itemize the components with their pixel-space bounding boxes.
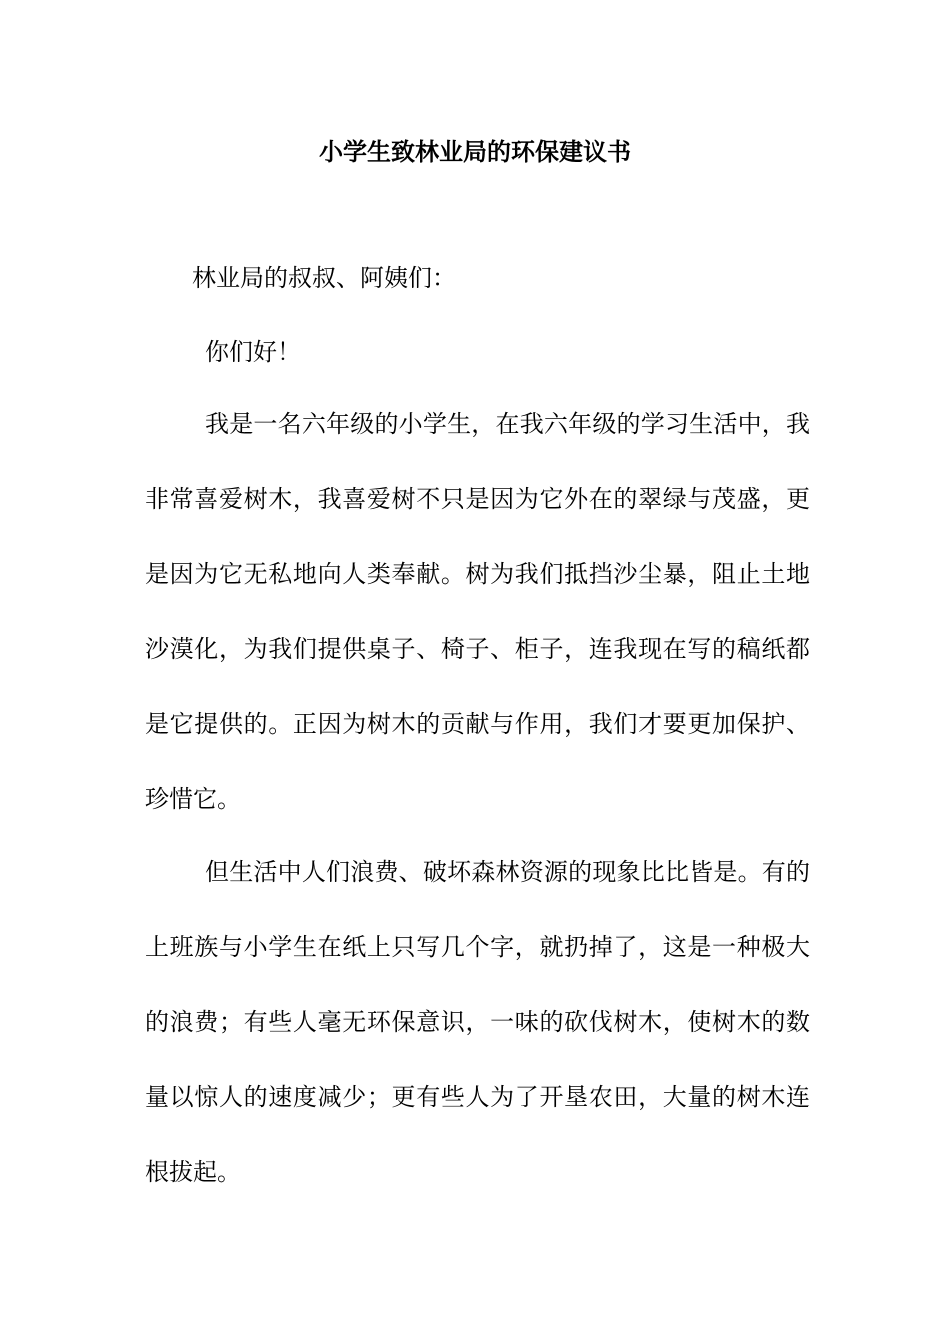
salutation: 林业局的叔叔、阿姨们：: [192, 264, 456, 292]
body-paragraph-2: 但生活中人们浪费、破坏森林资源的现象比比皆是。有的上班族与小学生在纸上只写几个字，就扔掉了，这是一种极大的浪费；有些人毫无环保意识，一味的砍伐树木，使树木的数量以惊人的速度减少；更有些人为了开垦农田，大量的树木连根拔起。: [145, 858, 810, 1186]
body-paragraph-1: 我是一名六年级的小学生，在我六年级的学习生活中，我非常喜爱树木，我喜爱树不只是因为它外在的翠绿与茂盛，更是因为它无私地向人类奉献。树为我们抵挡沙尘暴，阻止土地沙漠化，为我们提供桌子、椅子、柜子，连我现在写的稿纸都是它提供的。正因为树木的贡献与作用，我们才要更加保护、珍惜它。: [145, 410, 810, 813]
document-title: 小学生致林业局的环保建议书: [319, 137, 631, 166]
greeting: 你们好！: [205, 338, 301, 366]
